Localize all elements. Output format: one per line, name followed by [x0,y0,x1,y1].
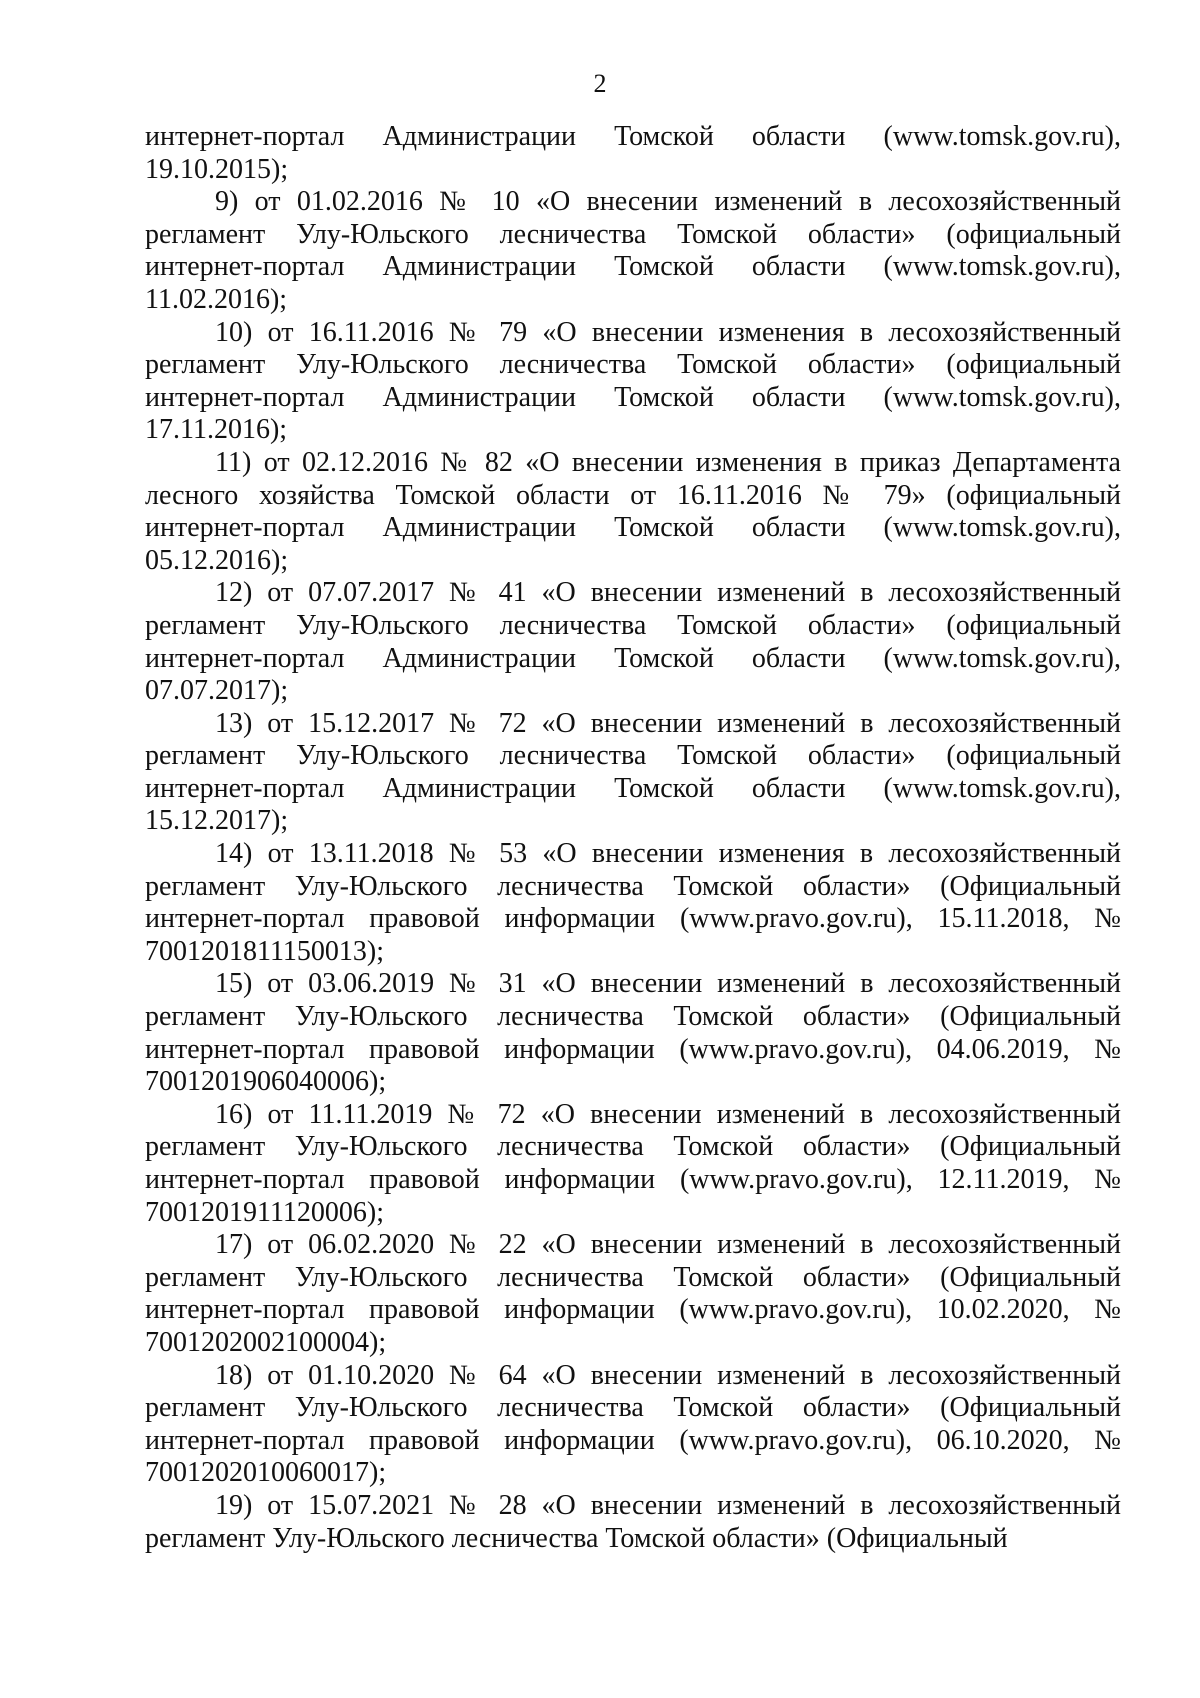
list-item-11: 11) от 02.12.2016 № 82 «О внесении изменения в приказ Департамента лесного хозяйства Томской области от 16.11.2016 № 79» (официальный интернет-портал Администрации Томской области (www.tomsk.gov.ru), 05.12.2016); [145,446,1121,576]
list-item-15: 15) от 03.06.2019 № 31 «О внесении изменений в лесохозяйственный регламент Улу-Юльского лесничества Томской области» (Официальный интернет-портал правовой информации (www.pravo.gov.ru), 04.06.2019, № 7001201906040006); [145,968,1121,1098]
paragraph-continuation: интернет-портал Администрации Томской области (www.tomsk.gov.ru), 19.10.2015); [145,121,1121,185]
list-item-13: 13) от 15.12.2017 № 72 «О внесении изменений в лесохозяйственный регламент Улу-Юльского лесничества Томской области» (официальный интернет-портал Администрации Томской области (www.tomsk.gov.ru), 15.12.2017); [145,707,1121,837]
list-item-12: 12) от 07.07.2017 № 41 «О внесении изменений в лесохозяйственный регламент Улу-Юльского лесничества Томской области» (официальный интернет-портал Администрации Томской области (www.tomsk.gov.ru), 07.07.2017); [145,577,1121,707]
page-number: 2 [593,69,607,98]
document-body [145,121,1121,1555]
list-item-19: 19) от 15.07.2021 № 28 «О внесении изменений в лесохозяйственный регламент Улу-Юльского лесничества Томской области» (Официальный [145,1489,1121,1554]
list-item-18: 18) от 01.10.2020 № 64 «О внесении изменений в лесохозяйственный регламент Улу-Юльского лесничества Томской области» (Официальный интернет-портал правовой информации (www.pravo.gov.ru), 06.10.2020, № 7001202010060017); [145,1359,1121,1489]
list-item-17: 17) от 06.02.2020 № 22 «О внесении изменений в лесохозяйственный регламент Улу-Юльского лесничества Томской области» (Официальный интернет-портал правовой информации (www.pravo.gov.ru), 10.02.2020, № 7001202002100004); [145,1229,1121,1358]
list-item-10: 10) от 16.11.2016 № 79 «О внесении изменения в лесохозяйственный регламент Улу-Юльского лесничества Томской области» (официальный интернет-портал Администрации Томской области (www.tomsk.gov.ru), 17.11.2016); [145,316,1121,446]
list-item-14: 14) от 13.11.2018 № 53 «О внесении изменения в лесохозяйственный регламент Улу-Юльского лесничества Томской области» (Официальный интернет-портал правовой информации (www.pravo.gov.ru), 15.11.2018, № 7001201811150013); [145,838,1121,967]
list-item-16: 16) от 11.11.2019 № 72 «О внесении изменений в лесохозяйственный регламент Улу-Юльского лесничества Томской области» (Официальный интернет-портал правовой информации (www.pravo.gov.ru), 12.11.2019, № 7001201911120006); [145,1098,1121,1228]
list-item-9: 9) от 01.02.2016 № 10 «О внесении изменений в лесохозяйственный регламент Улу-Юльского лесничества Томской области» (официальный интернет-портал Администрации Томской области (www.tomsk.gov.ru), 11.02.2016); [145,186,1121,315]
